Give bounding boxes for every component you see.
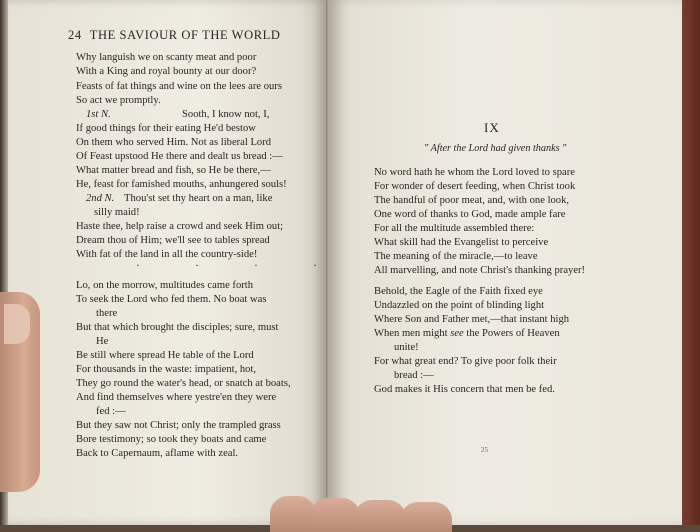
text-line: What matter bread and fish, so He be there,—	[76, 165, 271, 176]
book-cover-edge	[682, 0, 700, 525]
text-line: He, feast for famished mouths, anhungered souls!	[76, 179, 287, 190]
text-line: For thousands in the waste: impatient, hot,	[76, 364, 257, 375]
text-line: Of Feast upstood He there and dealt us bread :—	[76, 151, 283, 162]
left-page-number: 24	[68, 28, 82, 42]
text-line: What skill had the Evangelist to perceive	[374, 237, 549, 248]
text-segment: When men might	[374, 328, 451, 339]
text-line: No word hath he whom the Lord loved to spare	[374, 167, 575, 178]
text-line: The handful of poor meat, and, with one look,	[374, 195, 570, 206]
text-line: bread :—	[394, 370, 434, 381]
text-line: Thou'st set thy heart on a man, like	[124, 193, 273, 204]
text-line: Undazzled on the point of blinding light	[374, 300, 545, 311]
text-line: Sooth, I know not, I,	[182, 109, 270, 120]
bottom-fingers	[270, 492, 470, 532]
text-line: Behold, the Eagle of the Faith fixed eye	[374, 286, 543, 297]
text-line: And find themselves where yestre'en they were	[76, 392, 277, 403]
right-page-number: 25	[481, 446, 488, 454]
finger	[354, 500, 406, 532]
running-head-title: THE SAVIOUR OF THE WORLD	[89, 28, 281, 42]
finger	[310, 498, 360, 532]
finger	[400, 502, 452, 532]
text-line: Haste thee, help raise a crowd and seek Him out;	[76, 221, 284, 232]
text-line: unite!	[394, 342, 419, 353]
text-line: For what great end? To give poor folk their	[374, 356, 557, 367]
text-line: Bore testimony; so took they boats and came	[76, 434, 267, 445]
text-line: there	[96, 308, 118, 319]
text-line	[374, 327, 560, 340]
chapter-subtitle: " After the Lord had given thanks "	[424, 143, 567, 154]
text-line: If good things for their eating He'd bestow	[76, 123, 256, 134]
text-line: Be still where spread He table of the Lord	[76, 350, 254, 361]
section-break-dots: · · · ·	[136, 258, 343, 272]
chapter-number: IX	[484, 120, 500, 135]
text-line: The meaning of the miracle,—to leave	[374, 251, 538, 262]
emphasized-word: see	[450, 328, 464, 339]
text-line: Back to Capernaum, aflame with zeal.	[76, 448, 239, 459]
text-line: One word of thanks to God, made ample fare	[374, 209, 566, 220]
text-line: To seek the Lord who fed them. No boat was	[76, 294, 267, 305]
text-line: They go round the water's head, or snatch at boats,	[76, 378, 291, 389]
text-line: So act we promptly.	[76, 95, 161, 106]
text-line: But that which brought the disciples; sure, must	[76, 322, 279, 333]
text-line: But they saw not Christ; only the trampled grass	[76, 420, 281, 431]
text-line: For wonder of desert feeding, when Christ took	[374, 181, 576, 192]
text-line: With a King and royal bounty at our door?	[76, 66, 257, 77]
text-line: God makes it His concern that men be fed.	[374, 384, 555, 395]
text-line: fed :—	[96, 406, 126, 417]
text-line: For all the multitude assembled there:	[374, 223, 535, 234]
text-line: With fat of the land in all the country-side!	[76, 249, 258, 260]
text-line: All marvelling, and note Christ's thanking prayer!	[374, 265, 586, 276]
speaker-label: 2nd N.	[86, 193, 115, 204]
text-line: Where Son and Father met,—that instant high	[374, 314, 570, 325]
text-line: Dream thou of Him; we'll see to tables spread	[76, 235, 270, 246]
text-line: Lo, on the morrow, multitudes came forth	[76, 280, 254, 291]
text-line: On them who served Him. Not as liberal Lord	[76, 137, 272, 148]
text-line: He	[96, 336, 109, 347]
thumbnail	[4, 304, 30, 344]
running-head	[68, 28, 318, 43]
text-line: Feasts of fat things and wine on the lees are ours	[76, 81, 282, 92]
text-line: silly maid!	[94, 207, 140, 218]
speaker-label: 1st N.	[86, 109, 111, 120]
text-segment: the Powers of Heaven	[463, 328, 560, 339]
text-line: Why languish we on scanty meat and poor	[76, 52, 257, 63]
